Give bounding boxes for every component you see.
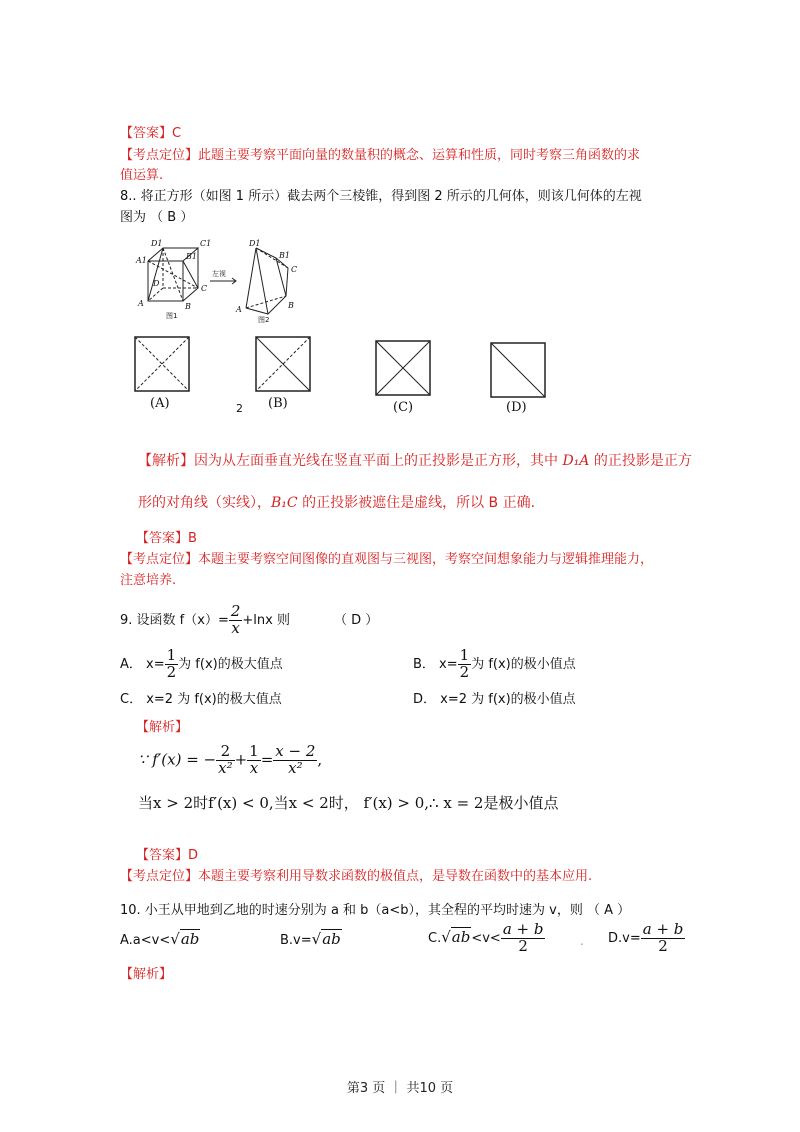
label-c1: C1: [200, 239, 212, 248]
answer-value: C: [172, 126, 182, 141]
radicand: ab: [322, 930, 341, 948]
focus-label: 【考点定位】: [120, 552, 199, 567]
option-prefix: C.: [428, 930, 442, 946]
option-c-view: [375, 340, 431, 396]
label-d1-fig2: D1: [249, 239, 261, 248]
fraction: [229, 604, 243, 637]
numerator: 1: [166, 646, 177, 664]
fig2-caption: 图2: [258, 316, 270, 324]
option-d-view: [490, 342, 546, 398]
option-text: 为 f(x)的极大值点: [178, 656, 283, 672]
option-b-view: [255, 336, 311, 392]
q9-analysis-label: 【解析】: [136, 720, 189, 735]
q9-option-c: C． x=2 为 f(x)的极大值点: [120, 692, 282, 707]
analysis-label: 【解析】: [138, 453, 194, 469]
denominator: x²: [218, 758, 233, 777]
numerator: 1: [459, 646, 470, 664]
stem-answer: （ D ）: [333, 612, 379, 628]
numerator: a + b: [642, 920, 684, 938]
label-b1: B1: [186, 252, 197, 261]
denominator: 2: [166, 662, 177, 681]
label-b1-fig2: B1: [279, 251, 290, 260]
focus-label: 【考点定位】: [120, 148, 199, 163]
stray-dot: .: [580, 934, 584, 948]
q9-derivative-line: [138, 744, 322, 777]
q7-focus-line-1: [120, 144, 640, 163]
answer-value: B: [188, 531, 197, 546]
q8-focus-line-2: 注意培养.: [120, 573, 177, 588]
label-d: D: [153, 279, 160, 288]
numerator: 2: [216, 744, 234, 761]
q8-solid-figures: [128, 236, 318, 324]
denominator: x²: [288, 758, 303, 777]
fig1-caption: 图1: [166, 312, 178, 320]
stem-text: 9. 设函数 f（x）=: [120, 612, 229, 628]
radicand: ab: [451, 927, 471, 946]
q10-option-b: [280, 930, 342, 948]
q10-stem: 10. 小王从甲地到乙地的时速分别为 a 和 b（a<b），其全程的平均时速为 v，则 （ A ）: [120, 903, 631, 918]
option-text: <v<: [471, 930, 501, 946]
math-text: ,: [317, 750, 323, 769]
option-prefix: A.a<v<: [120, 933, 171, 948]
q10-option-a: [120, 930, 200, 948]
denominator: 2: [459, 662, 470, 681]
q10-analysis-label: 【解析】: [120, 967, 173, 982]
math-d1a: D₁A: [562, 453, 590, 469]
label-c: C: [201, 284, 208, 293]
label-a1: A1: [136, 256, 147, 265]
option-c-label: (C): [393, 400, 414, 415]
option-prefix: D.v=: [608, 930, 641, 946]
focus-label: 【考点定位】: [120, 869, 199, 884]
analysis-text: 的正投影被遮住是虚线，所以 B 正确.: [297, 495, 536, 511]
q9-option-a: [120, 648, 283, 681]
numerator: 1: [249, 742, 259, 760]
sqrt: √ab: [170, 930, 200, 948]
label-a-fig2: A: [236, 305, 242, 314]
q8-analysis-line-2: [138, 492, 535, 512]
denominator: x: [249, 758, 259, 777]
stem-text: +lnx 则: [242, 612, 290, 628]
focus-text: 本题主要考察利用导数求函数的极值点，是导数在函数中的基本应用.: [198, 869, 593, 884]
option-prefix: B． x=: [413, 656, 458, 672]
q7-focus-line-2: 值运算.: [120, 168, 164, 183]
answer-label: 【答案】: [120, 126, 173, 141]
q9-answer-line: [136, 844, 198, 863]
focus-text: 此题主要考察平面向量的数量积的概念、运算和性质，同时考察三角函数的求: [198, 148, 641, 163]
q8-answer-line: [136, 527, 197, 546]
denominator: x: [231, 618, 240, 637]
denominator: 2: [658, 936, 668, 955]
fraction: [458, 648, 472, 681]
fraction: [501, 922, 546, 955]
q9-option-b: [413, 648, 576, 681]
option-text: 为 f(x)的极小值点: [471, 656, 576, 672]
option-prefix: B.v=: [280, 933, 312, 948]
q8-analysis-line-1: [138, 450, 692, 470]
q9-option-d: D． x=2 为 f(x)的极小值点: [413, 692, 576, 707]
arrow-label: 左视: [212, 270, 226, 278]
q9-conclusion: 当x > 2时f′(x) < 0,当x < 2时， f′(x) > 0,∴ x = 2是极小值点: [138, 794, 559, 812]
label-c-fig2: C: [291, 265, 298, 274]
numerator: a + b: [502, 920, 544, 938]
page-footer: 第3 页 ｜ 共10 页: [346, 1081, 454, 1096]
option-b-label: (B): [268, 396, 288, 411]
q8-focus-line-1: [120, 548, 653, 567]
q9-focus-line: [120, 865, 592, 884]
answer-label: 【答案】: [136, 848, 189, 863]
analysis-text: 的正投影是正方: [589, 453, 692, 469]
fraction: [247, 744, 261, 777]
q9-stem: [120, 604, 378, 637]
numerator: x − 2: [275, 742, 316, 760]
answer-value: D: [188, 848, 199, 863]
answer-label: 【答案】: [136, 531, 189, 546]
label-b: B: [185, 302, 191, 311]
option-a-label: (A): [150, 396, 170, 411]
analysis-text: 因为从左面垂直光线在竖直平面上的正投影是正方形，其中: [194, 453, 563, 469]
fraction: [641, 922, 686, 955]
q10-option-c: [428, 922, 545, 955]
label-a: A: [138, 299, 144, 308]
math-text: ∵ f′(x) = −: [138, 750, 217, 769]
fraction: [273, 744, 317, 777]
sqrt: √ab: [311, 930, 341, 948]
fraction: [216, 744, 234, 777]
stray-mark: 2: [236, 402, 243, 415]
radicand: ab: [180, 930, 200, 948]
q8-stem-line-1: 8.. 将正方形（如图 1 所示）截去两个三棱锥，得到图 2 所示的几何体，则该几何体的左视: [120, 189, 642, 204]
math-text: =: [260, 750, 274, 769]
math-b1c: B₁C: [271, 495, 298, 511]
q8-stem-line-2: 图为 （ B ）: [120, 210, 194, 225]
sqrt: √ab: [441, 927, 471, 946]
analysis-text: 形的对角线（实线），: [138, 495, 271, 511]
q10-option-d: [608, 922, 685, 955]
math-text: +: [234, 750, 248, 769]
label-b-fig2: B: [288, 301, 294, 310]
option-prefix: A． x=: [120, 656, 165, 672]
denominator: 2: [518, 936, 528, 955]
option-a-view: [134, 336, 190, 392]
fraction: [165, 648, 179, 681]
q7-answer-line: [120, 122, 181, 141]
numerator: 2: [230, 602, 241, 620]
focus-text: 本题主要考察空间图像的直观图与三视图，考察空间想象能力与逻辑推理能力，: [198, 552, 654, 567]
label-d1: D1: [151, 239, 163, 248]
option-d-label: (D): [506, 400, 527, 415]
